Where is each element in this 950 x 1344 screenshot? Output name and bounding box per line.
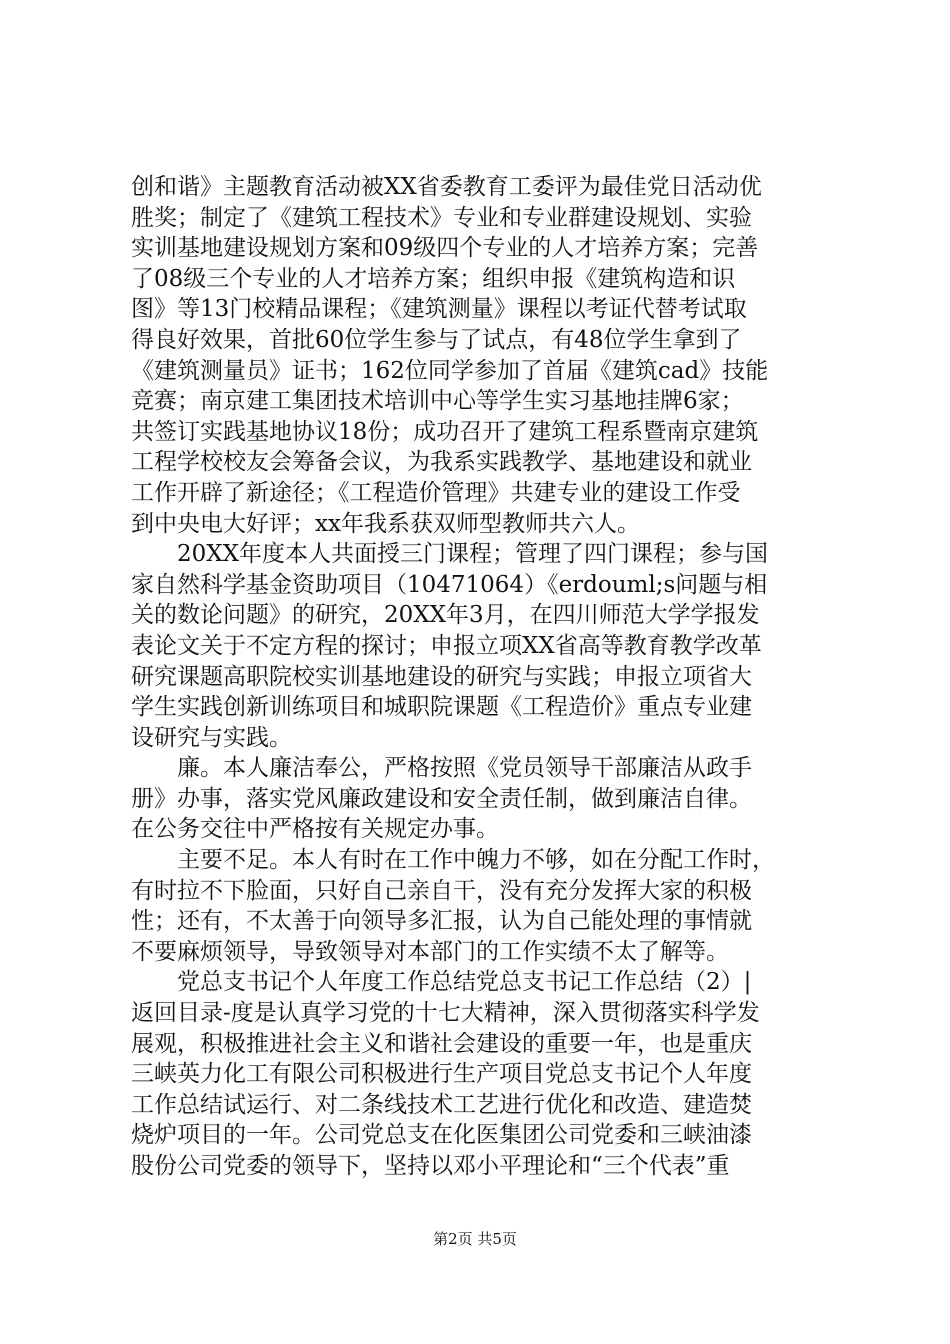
- paragraph-start-line: 廉。本人廉洁奉公，严格按照《党员领导干部廉洁从政手: [177, 755, 752, 782]
- text-line: 实训基地建设规划方案和09级四个专业的人才培养方案；完善: [131, 235, 759, 262]
- text-line: 竞赛；南京建工集团技术培训中心等学生实习基地挂牌6家；: [131, 388, 744, 415]
- text-line: 图》等13门校精品课程；《建筑测量》课程以考证代替考试取: [131, 296, 747, 323]
- paragraph-start-line: 党总支书记个人年度工作总结党总支书记工作总结（2）|: [177, 969, 752, 996]
- text-line: 不要麻烦领导，导致领导对本部门的工作实绩不太了解等。: [131, 938, 729, 965]
- text-line: 册》办事，落实党风廉政建设和安全责任制，做到廉洁自律。: [131, 785, 752, 812]
- text-line: 共签订实践基地协议18份；成功召开了建筑工程系暨南京建筑: [131, 418, 759, 445]
- text-line: 了08级三个专业的人才培养方案；组织申报《建筑构造和识: [131, 265, 736, 292]
- text-line: 工作开辟了新途径；《工程造价管理》共建专业的建设工作受: [131, 479, 741, 506]
- text-line: 展观，积极推进社会主义和谐社会建设的重要一年，也是重庆: [131, 1030, 752, 1057]
- text-line: 工程学校校友会筹备会议，为我系实践教学、基地建设和就业: [131, 449, 752, 476]
- text-line: 创和谐》主题教育活动被XX省委教育工委评为最佳党日活动优: [131, 174, 762, 200]
- text-line: 返回目录-度是认真学习党的十七大精神，深入贯彻落实科学发: [131, 1000, 760, 1027]
- text-line: 工作总结试运行、对二条线技术工艺进行优化和改造、建造焚: [131, 1091, 752, 1118]
- text-line: 《建筑测量员》证书；162位同学参加了首届《建筑cad》技能: [131, 357, 769, 384]
- text-line: 股份公司党委的领导下，坚持以邓小平理论和“三个代表”重: [131, 1153, 730, 1179]
- paragraph-start-line: 主要不足。本人有时在工作中魄力不够，如在分配工作时，: [177, 847, 775, 874]
- text-line: 胜奖；制定了《建筑工程技术》专业和专业群建设规划、实验: [131, 204, 752, 231]
- text-line: 性；还有，不太善于向领导多汇报，认为自己能处理的事情就: [131, 908, 752, 935]
- text-line: 设研究与实践。: [131, 724, 292, 751]
- text-line: 三峡英力化工有限公司积极进行生产项目党总支书记个人年度: [131, 1061, 752, 1088]
- text-line: 在公务交往中严格按有关规定办事。: [131, 816, 499, 843]
- text-line: 烧炉项目的一年。公司党总支在化医集团公司党委和三峡油漆: [131, 1122, 752, 1149]
- text-line: 得良好效果，首批60位学生参与了试点，有48位学生拿到了: [131, 326, 742, 353]
- text-line: 关的数论问题》的研究，20XX年3月，在四川师范大学学报发: [131, 602, 760, 629]
- body-text: [131, 172, 831, 1182]
- text-line: 有时拉不下脸面，只好自己亲自干，没有充分发挥大家的积极: [131, 877, 752, 904]
- text-line: 家自然科学基金资助项目（10471064）《erdouml;s问题与相: [131, 571, 768, 598]
- page-footer: 第2页 共5页: [433, 1230, 517, 1248]
- text-line: 学生实践创新训练项目和城职院课题《工程造价》重点专业建: [131, 694, 752, 721]
- text-line: 研究课题高职院校实训基地建设的研究与实践；申报立项省大: [131, 663, 752, 690]
- text-line: 到中央电大好评；xx年我系获双师型教师共六人。: [131, 510, 640, 537]
- paragraph-start-line: 20XX年度本人共面授三门课程；管理了四门课程；参与国: [177, 541, 769, 568]
- text-line: 表论文关于不定方程的探讨；申报立项XX省高等教育教学改革: [131, 632, 762, 659]
